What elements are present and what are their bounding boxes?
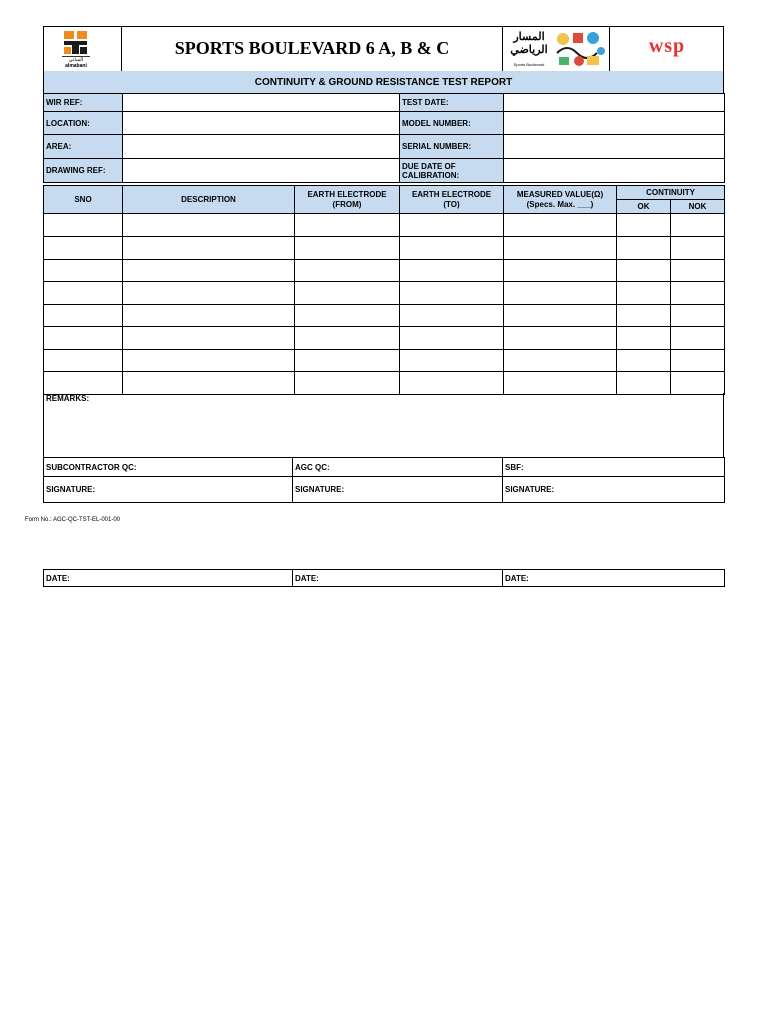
- form-number: Form No.: AGC-QC-TST-EL-001-00: [25, 517, 121, 523]
- nok-header: NOK: [671, 200, 725, 214]
- table-cell[interactable]: [617, 282, 671, 305]
- table-cell[interactable]: [671, 282, 725, 305]
- table-cell[interactable]: [44, 372, 123, 395]
- agc-qc-label: AGC QC:: [293, 458, 503, 477]
- test-table: [43, 185, 725, 395]
- location-field[interactable]: [123, 112, 400, 135]
- test-date-field[interactable]: [504, 94, 725, 112]
- date-table: [43, 569, 725, 587]
- table-cell[interactable]: [44, 260, 123, 282]
- table-cell[interactable]: [295, 372, 400, 395]
- table-cell[interactable]: [44, 305, 123, 327]
- date-field-subcontractor[interactable]: DATE:: [44, 570, 293, 587]
- measured-value-line-2: (Specs. Max. ___): [526, 199, 594, 209]
- table-cell[interactable]: [504, 305, 617, 327]
- table-cell[interactable]: [504, 237, 617, 260]
- table-cell[interactable]: [295, 282, 400, 305]
- ok-header: OK: [617, 200, 671, 214]
- wir-ref-field[interactable]: [123, 94, 400, 112]
- sbf-label: SBF:: [503, 458, 725, 477]
- measured-value-header: [504, 186, 617, 214]
- masar-logo-text: Sports Boulevard: [513, 62, 545, 67]
- table-row: [44, 327, 725, 350]
- table-row: [44, 282, 725, 305]
- info-table: [43, 93, 725, 183]
- table-cell[interactable]: [295, 260, 400, 282]
- drawing-ref-field[interactable]: [123, 159, 400, 183]
- sports-boulevard-logo: [502, 27, 610, 71]
- almabani-logo-arabic: المباني: [68, 57, 84, 63]
- area-field[interactable]: [123, 135, 400, 159]
- test-date-label: TEST DATE:: [400, 94, 504, 112]
- table-cell[interactable]: [123, 260, 295, 282]
- table-row: [44, 214, 725, 237]
- table-cell[interactable]: [295, 237, 400, 260]
- table-cell[interactable]: [671, 350, 725, 372]
- subcontractor-qc-label: SUBCONTRACTOR QC:: [44, 458, 293, 477]
- table-cell[interactable]: [671, 260, 725, 282]
- table-cell[interactable]: [400, 372, 504, 395]
- table-cell[interactable]: [123, 282, 295, 305]
- table-cell[interactable]: [400, 260, 504, 282]
- drawing-ref-label: DRAWING REF:: [44, 159, 123, 183]
- area-label: AREA:: [44, 135, 123, 159]
- table-cell[interactable]: [504, 260, 617, 282]
- table-row: [44, 350, 725, 372]
- table-cell[interactable]: [295, 305, 400, 327]
- date-field-sbf[interactable]: DATE:: [503, 570, 725, 587]
- table-cell[interactable]: [295, 214, 400, 237]
- table-row: [44, 305, 725, 327]
- table-cell[interactable]: [671, 327, 725, 350]
- serial-number-label: SERIAL NUMBER:: [400, 135, 504, 159]
- serial-number-field[interactable]: [504, 135, 725, 159]
- table-cell[interactable]: [123, 237, 295, 260]
- sbf-signature-field[interactable]: SIGNATURE:: [503, 477, 725, 503]
- continuity-header: CONTINUITY: [617, 186, 725, 200]
- remarks-box[interactable]: [43, 393, 724, 458]
- table-cell[interactable]: [44, 282, 123, 305]
- table-cell[interactable]: [123, 327, 295, 350]
- remarks-label: REMARKS:: [46, 394, 90, 403]
- electrode-from-line-2: (FROM): [332, 199, 362, 209]
- table-cell[interactable]: [504, 214, 617, 237]
- table-row: [44, 237, 725, 260]
- calibration-due-line-1: DUE DATE OF: [402, 161, 456, 171]
- table-cell[interactable]: [295, 327, 400, 350]
- table-cell[interactable]: [44, 237, 123, 260]
- table-cell[interactable]: [671, 214, 725, 237]
- table-cell[interactable]: [504, 372, 617, 395]
- table-cell[interactable]: [400, 350, 504, 372]
- measured-value-line-1: MEASURED VALUE(Ω): [516, 189, 604, 199]
- page-title: SPORTS BOULEVARD 6 A, B & C: [174, 38, 450, 58]
- table-cell[interactable]: [400, 214, 504, 237]
- almabani-logo-text: almabani: [65, 63, 87, 69]
- table-cell[interactable]: [44, 214, 123, 237]
- agc-signature-field[interactable]: SIGNATURE:: [293, 477, 503, 503]
- table-cell[interactable]: [617, 260, 671, 282]
- electrode-to-line-2: (TO): [443, 199, 460, 209]
- calibration-due-field[interactable]: [504, 159, 725, 183]
- table-cell[interactable]: [671, 237, 725, 260]
- subcontractor-signature-field[interactable]: SIGNATURE:: [44, 477, 293, 503]
- sports-boulevard-logo-icon: [553, 29, 607, 69]
- table-cell[interactable]: [44, 327, 123, 350]
- wir-ref-label: WIR REF:: [44, 94, 123, 112]
- table-cell[interactable]: [295, 350, 400, 372]
- table-cell[interactable]: [617, 305, 671, 327]
- table-cell[interactable]: [504, 327, 617, 350]
- table-cell[interactable]: [400, 305, 504, 327]
- table-row: [44, 260, 725, 282]
- almabani-logo: [44, 27, 122, 71]
- table-cell[interactable]: [504, 282, 617, 305]
- table-cell[interactable]: [400, 237, 504, 260]
- table-cell[interactable]: [617, 350, 671, 372]
- electrode-from-header: [295, 186, 400, 214]
- report-title: CONTINUITY & GROUND RESISTANCE TEST REPORT: [254, 77, 513, 88]
- date-field-agc[interactable]: DATE:: [293, 570, 503, 587]
- table-row: [44, 372, 725, 395]
- table-cell[interactable]: [671, 305, 725, 327]
- calibration-due-line-2: CALIBRATION:: [402, 170, 460, 180]
- electrode-to-header: [400, 186, 504, 214]
- calibration-due-label: [400, 159, 504, 183]
- table-cell[interactable]: [617, 327, 671, 350]
- table-cell[interactable]: [671, 372, 725, 395]
- table-cell[interactable]: [504, 350, 617, 372]
- electrode-from-line-1: EARTH ELECTRODE: [307, 189, 387, 199]
- wsp-logo: wsp: [648, 35, 686, 57]
- location-label: LOCATION:: [44, 112, 123, 135]
- model-number-field[interactable]: [504, 112, 725, 135]
- model-number-label: MODEL NUMBER:: [400, 112, 504, 135]
- table-cell[interactable]: [400, 327, 504, 350]
- table-cell[interactable]: [617, 372, 671, 395]
- table-cell[interactable]: [400, 282, 504, 305]
- table-cell[interactable]: [44, 350, 123, 372]
- table-cell[interactable]: [617, 214, 671, 237]
- table-cell[interactable]: [123, 214, 295, 237]
- electrode-to-line-1: EARTH ELECTRODE: [411, 189, 492, 199]
- sno-header: SNO: [44, 186, 123, 214]
- description-header: DESCRIPTION: [123, 186, 295, 214]
- signature-table: [43, 457, 725, 503]
- masar-logo-arabic: المسار الرياضي: [510, 31, 548, 56]
- table-cell[interactable]: [123, 372, 295, 395]
- table-cell[interactable]: [123, 350, 295, 372]
- table-cell[interactable]: [123, 305, 295, 327]
- table-cell[interactable]: [617, 237, 671, 260]
